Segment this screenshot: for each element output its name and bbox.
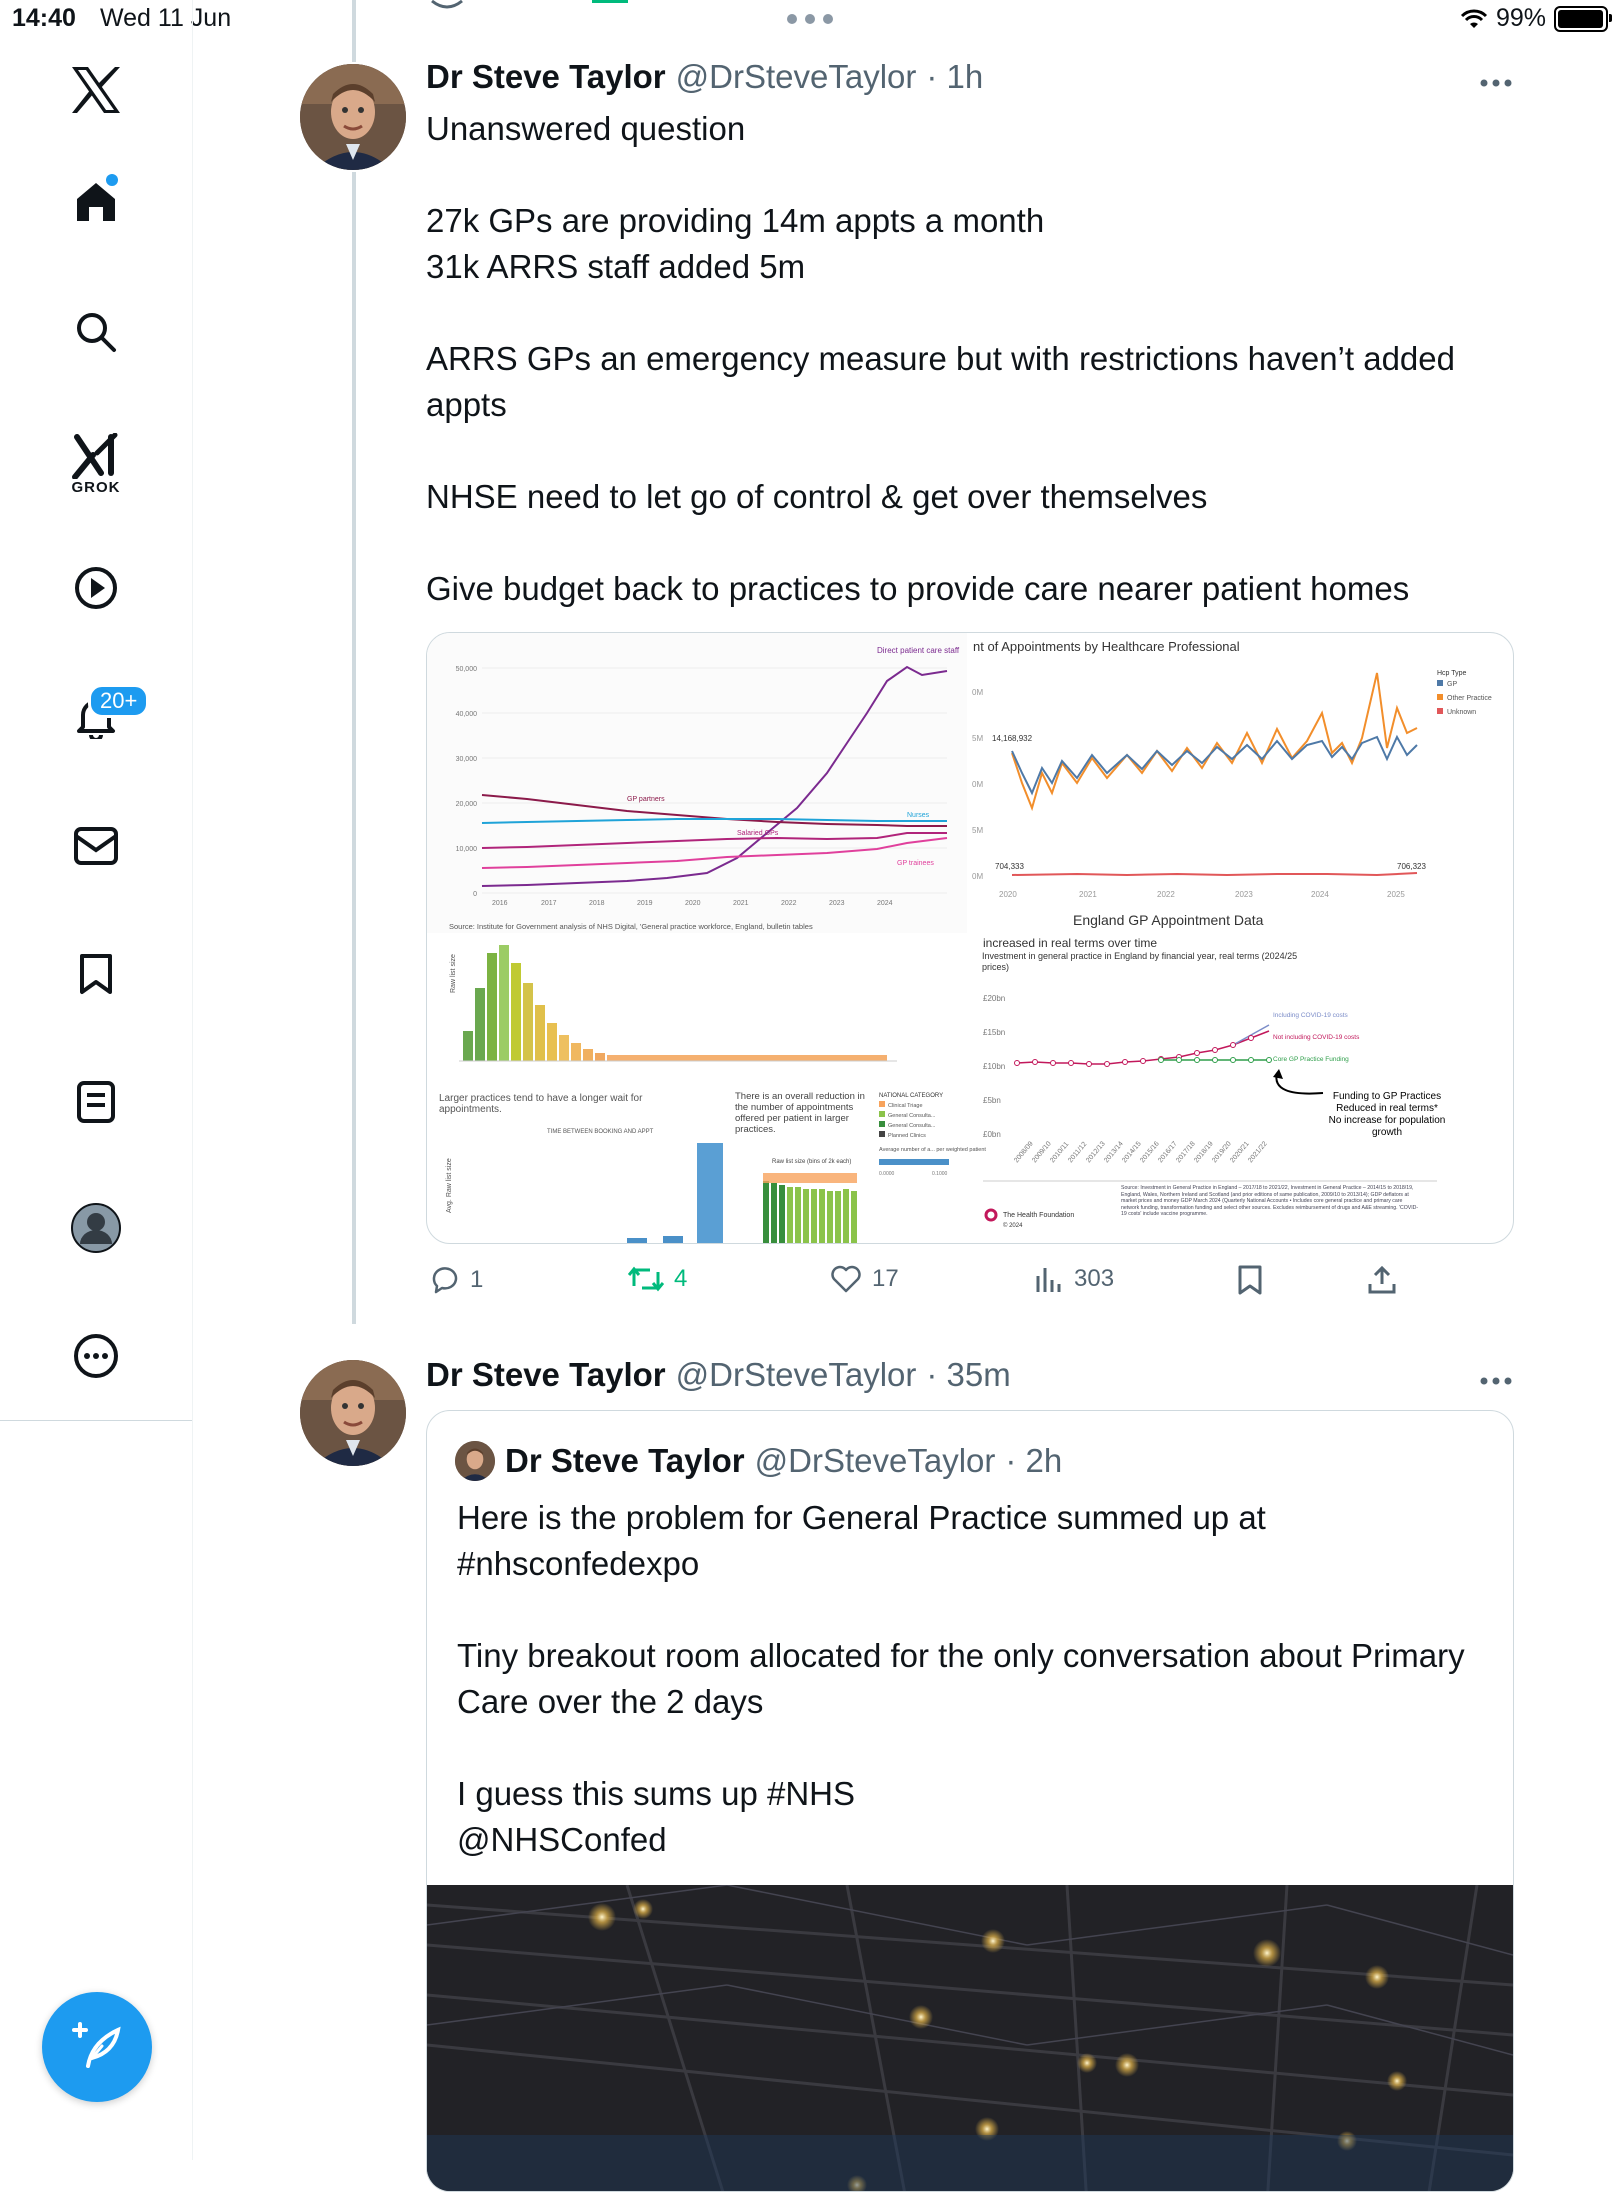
svg-text:2016/17: 2016/17 xyxy=(1157,1140,1179,1165)
share-icon xyxy=(1366,1264,1398,1296)
bookmark-button[interactable] xyxy=(1236,1264,1264,1296)
reply-button[interactable] xyxy=(428,1264,483,1296)
workforce-chart xyxy=(427,633,967,933)
drag-handle-dots-icon[interactable] xyxy=(786,12,834,31)
svg-text:Unknown: Unknown xyxy=(1447,709,1477,716)
reply-icon xyxy=(428,1264,460,1296)
svg-text:0.0000: 0.0000 xyxy=(879,1171,895,1177)
quote-author-avatar xyxy=(455,1441,495,1481)
bookmark-icon xyxy=(1236,1264,1264,1296)
wifi-icon xyxy=(1460,8,1488,30)
label-direct-patient-care-staff: Direct patient care staff xyxy=(877,646,960,655)
tweet-text: Unanswered question 27k GPs are providing 14m appts a month 31k ARRS staff added 5m ARRS GPs an emergency measure but with restrictions haven’t added appts NHSE need to let go of control & get over themselves Give budget back to practices to provide care nearer patient homes xyxy=(426,110,1455,607)
appointments-chart xyxy=(972,639,1492,928)
views-chart-icon xyxy=(1034,1264,1064,1294)
investment-chart: increased in real terms over time Investment in general practice in England by financial year, real terms (2024/25 prices) £20bn £15bn £10bn £5bn £0bn Including COVID-19 costs Not including COVID-19 costs Core GP Practice Funding Funding to GP Practices Reduced in real terms* No increase for population growth 2008/09 2009/10 2010/11 2011/12 2012/13 2013/14 2014/15 2015/16 2016/17 2017/18 2018/19 2019/20 2020/21 2021/22 The Health Foundation © 2024 Source: Investment in General Practice in England – 2017/18 to 2021/22, Investment in General Practice – 2014/15 to 2018/19, England, Wales, Northern Ireland and Scotland (and prior editions of same publication, 2009/10 to 2013/14); GDP deflators at market prices and money GDP March 2024 (Quarterly National Accounts • Includes core general practice and primary care network funding, transformation funding and select other sources. Excludes reimbursement of drugs and A&E streaming. 'COVID-19 costs' include vaccine programme. xyxy=(982,936,1446,1229)
svg-text:increased in real terms over t: increased in real terms over time xyxy=(983,936,1158,950)
svg-text:5M: 5M xyxy=(972,734,984,743)
tweet-header xyxy=(426,58,983,96)
sidebar-divider xyxy=(0,1420,192,1421)
svg-text:2022: 2022 xyxy=(781,900,797,907)
svg-text:The Health Foundation: The Health Foundation xyxy=(1003,1212,1075,1219)
svg-text:5M: 5M xyxy=(972,826,984,835)
svg-text:40,000: 40,000 xyxy=(455,711,477,718)
svg-text:2016: 2016 xyxy=(492,900,508,907)
svg-text:2015/16: 2015/16 xyxy=(1139,1140,1161,1165)
prev-reply-icon[interactable] xyxy=(430,0,464,20)
svg-text:2025: 2025 xyxy=(1387,890,1405,899)
svg-text:0M: 0M xyxy=(972,688,984,697)
svg-text:Hcp Type: Hcp Type xyxy=(1437,670,1467,677)
svg-text:2024: 2024 xyxy=(1311,890,1329,899)
svg-text:2018/19: 2018/19 xyxy=(1193,1140,1215,1165)
svg-text:2011/12: 2011/12 xyxy=(1067,1140,1089,1165)
thread-line-top xyxy=(352,0,356,62)
svg-text:Reduced in real terms*: Reduced in real terms* xyxy=(1336,1103,1438,1114)
svg-text:Average number of a... per wei: Average number of a... per weighted patient xyxy=(879,1147,986,1153)
svg-text:50,000: 50,000 xyxy=(455,666,477,673)
status-right xyxy=(1460,4,1608,33)
svg-text:10,000: 10,000 xyxy=(455,846,477,853)
svg-text:2017: 2017 xyxy=(541,900,557,907)
svg-text:Core GP Practice Funding: Core GP Practice Funding xyxy=(1273,1056,1349,1063)
svg-text:2019: 2019 xyxy=(637,900,653,907)
quote-text: Here is the problem for General Practice summed up at #nhsconfedexpo Tiny breakout room allocated for the only conversation about Primary Care over the 2 days I guess this sums up #NHS @NHSConfed xyxy=(457,1499,1465,1858)
svg-text:TIME BETWEEN BOOKING AND APPT: TIME BETWEEN BOOKING AND APPT xyxy=(547,1129,654,1135)
svg-text:£0bn: £0bn xyxy=(983,1130,1001,1139)
svg-text:2021/22: 2021/22 xyxy=(1247,1140,1269,1165)
svg-text:Funding to GP Practices: Funding to GP Practices xyxy=(1332,1091,1442,1102)
svg-text:General Consulta...: General Consulta... xyxy=(888,1113,936,1119)
views-count: 303 xyxy=(1074,1265,1115,1292)
author-name[interactable]: Dr Steve Taylor xyxy=(426,1356,666,1393)
quote-photo[interactable] xyxy=(427,1885,1513,2192)
svg-text:Other Practice: Other Practice xyxy=(1447,695,1492,702)
svg-text:England GP Appointment Data: England GP Appointment Data xyxy=(1073,912,1264,928)
repost-count: 4 xyxy=(674,1265,688,1292)
more-options-icon[interactable] xyxy=(66,1326,126,1386)
status-time: 14:40 xyxy=(12,4,76,32)
svg-text:Not including COVID-19 costs: Not including COVID-19 costs xyxy=(1273,1034,1360,1041)
reply-count: 1 xyxy=(470,1266,484,1293)
tweet-more-icon[interactable] xyxy=(1480,62,1512,96)
like-button[interactable] xyxy=(830,1264,899,1294)
svg-text:Raw list size (bins of 2k each: Raw list size (bins of 2k each) xyxy=(772,1159,852,1165)
repost-button[interactable] xyxy=(628,1264,687,1294)
bookmarks-icon[interactable] xyxy=(66,944,126,1004)
svg-text:2023: 2023 xyxy=(829,900,845,907)
profile-avatar-icon[interactable] xyxy=(66,1198,126,1258)
share-button[interactable] xyxy=(1366,1264,1398,1296)
home-notification-dot xyxy=(106,174,118,186)
svg-text:20,000: 20,000 xyxy=(455,801,477,808)
wait-time-chart: Larger practices tend to have a longer wait for appointments. TIME BETWEEN BOOKING AND APPT Avg. Raw list size xyxy=(439,1093,723,1243)
svg-text:Planned Clinics: Planned Clinics xyxy=(888,1133,926,1139)
compose-post-button[interactable] xyxy=(42,1992,152,2102)
svg-text:0.1000: 0.1000 xyxy=(932,1171,948,1177)
svg-text:GP trainees: GP trainees xyxy=(897,860,934,867)
lists-icon[interactable] xyxy=(66,1072,126,1132)
quote-author-name: Dr Steve Taylor xyxy=(505,1442,745,1479)
svg-text:2008/09: 2008/09 xyxy=(1013,1140,1035,1165)
svg-text:2018: 2018 xyxy=(589,900,605,907)
svg-text:© 2024: © 2024 xyxy=(1003,1223,1023,1229)
svg-text:2020: 2020 xyxy=(999,890,1017,899)
svg-text:growth: growth xyxy=(1371,1127,1403,1138)
svg-text:2020/21: 2020/21 xyxy=(1229,1140,1251,1165)
svg-text:2014/15: 2014/15 xyxy=(1121,1140,1143,1165)
grok-icon xyxy=(71,433,121,479)
battery-percent: 99% xyxy=(1495,4,1546,32)
tweet-time[interactable]: · 35m xyxy=(926,1356,1011,1393)
author-avatar[interactable] xyxy=(300,1360,406,1466)
quote-header xyxy=(455,1441,1062,1481)
author-avatar[interactable] xyxy=(300,64,406,170)
svg-text:0: 0 xyxy=(473,891,477,898)
prev-repost-icon[interactable] xyxy=(590,0,630,20)
like-count: 17 xyxy=(872,1265,899,1292)
grok-nav[interactable] xyxy=(66,424,126,504)
svg-text:Nurses: Nurses xyxy=(907,812,930,819)
author-name[interactable]: Dr Steve Taylor xyxy=(426,58,666,95)
svg-text:14,168,932: 14,168,932 xyxy=(992,734,1033,743)
tweet-time[interactable]: · 1h xyxy=(926,58,984,95)
svg-text:Raw list size: Raw list size xyxy=(450,954,457,993)
quote-time: · 2h xyxy=(1005,1442,1063,1479)
x-logo-icon[interactable] xyxy=(66,60,126,120)
heart-icon xyxy=(830,1264,862,1294)
svg-text:No increase for population: No increase for population xyxy=(1328,1115,1446,1126)
notifications-badge: 20+ xyxy=(88,684,149,718)
svg-text:£10bn: £10bn xyxy=(983,1062,1006,1071)
compose-feather-icon xyxy=(70,2022,124,2072)
svg-text:Clinical Triage: Clinical Triage xyxy=(888,1103,923,1109)
svg-text:2013/14: 2013/14 xyxy=(1103,1140,1125,1165)
svg-text:0M: 0M xyxy=(972,872,984,881)
svg-text:2021: 2021 xyxy=(1079,890,1097,899)
grok-label: GROK xyxy=(71,478,121,496)
svg-text:2009/10: 2009/10 xyxy=(1031,1140,1053,1165)
repost-icon xyxy=(628,1264,664,1294)
list-size-chart xyxy=(450,945,897,1061)
svg-text:2010/11: 2010/11 xyxy=(1049,1140,1071,1165)
svg-text:2021: 2021 xyxy=(733,900,749,907)
svg-text:704,333: 704,333 xyxy=(995,862,1024,871)
svg-text:2019/20: 2019/20 xyxy=(1211,1140,1233,1165)
svg-text:706,323: 706,323 xyxy=(1397,862,1426,871)
svg-text:£20bn: £20bn xyxy=(983,994,1006,1003)
messages-mail-icon[interactable] xyxy=(66,816,126,876)
svg-text:Salaried GPs: Salaried GPs xyxy=(737,830,779,837)
svg-text:£15bn: £15bn xyxy=(983,1028,1006,1037)
tweet-media-collage[interactable] xyxy=(426,632,1514,1244)
quoted-tweet-card[interactable] xyxy=(426,1410,1514,2192)
svg-text:2012/13: 2012/13 xyxy=(1085,1140,1107,1165)
tweet-header xyxy=(426,1356,1011,1394)
svg-text:Including COVID-19 costs: Including COVID-19 costs xyxy=(1273,1012,1348,1019)
quote-author-handle: @DrSteveTaylor xyxy=(754,1442,996,1479)
svg-text:GP: GP xyxy=(1447,681,1458,688)
thread-line xyxy=(352,172,356,1324)
svg-text:General Consulta...: General Consulta... xyxy=(888,1123,936,1129)
svg-text:Source: Institute for Governme: Source: Institute for Government analysis of NHS Digital, 'General practice workforce, England, bulletin tables xyxy=(449,922,813,931)
svg-text:nt of Appointments by Healthca: nt of Appointments by Healthcare Professional xyxy=(973,639,1240,654)
author-handle[interactable]: @DrSteveTaylor xyxy=(675,58,917,95)
search-icon[interactable] xyxy=(66,302,126,362)
svg-text:2023: 2023 xyxy=(1235,890,1253,899)
author-handle[interactable]: @DrSteveTaylor xyxy=(675,1356,917,1393)
svg-text:NATIONAL CATEGORY: NATIONAL CATEGORY xyxy=(879,1093,944,1099)
svg-text:2024: 2024 xyxy=(877,900,893,907)
svg-text:GP partners: GP partners xyxy=(627,796,665,803)
svg-text:2022: 2022 xyxy=(1157,890,1175,899)
appts-per-patient-chart: There is an overall reduction in the number of appointments offered per patient in larger practices. NATIONAL CATEGORY Clinical Triage General Consulta... General Consulta... Planned Clinics Average number of a... per weighted patient 0.0000 0.1000 Raw list size (bins of 2k each) xyxy=(735,1091,986,1243)
svg-text:0M: 0M xyxy=(972,780,984,789)
tweet-more-icon[interactable] xyxy=(1480,1360,1512,1394)
battery-icon xyxy=(1554,6,1608,32)
views-button[interactable] xyxy=(1034,1264,1114,1294)
svg-text:£5bn: £5bn xyxy=(983,1096,1001,1105)
svg-text:Avg. Raw list size: Avg. Raw list size xyxy=(446,1158,453,1213)
svg-text:2017/18: 2017/18 xyxy=(1175,1140,1197,1165)
video-play-icon[interactable] xyxy=(66,558,126,618)
status-date: Wed 11 Jun xyxy=(100,4,232,32)
svg-text:30,000: 30,000 xyxy=(455,756,477,763)
svg-text:2020: 2020 xyxy=(685,900,701,907)
